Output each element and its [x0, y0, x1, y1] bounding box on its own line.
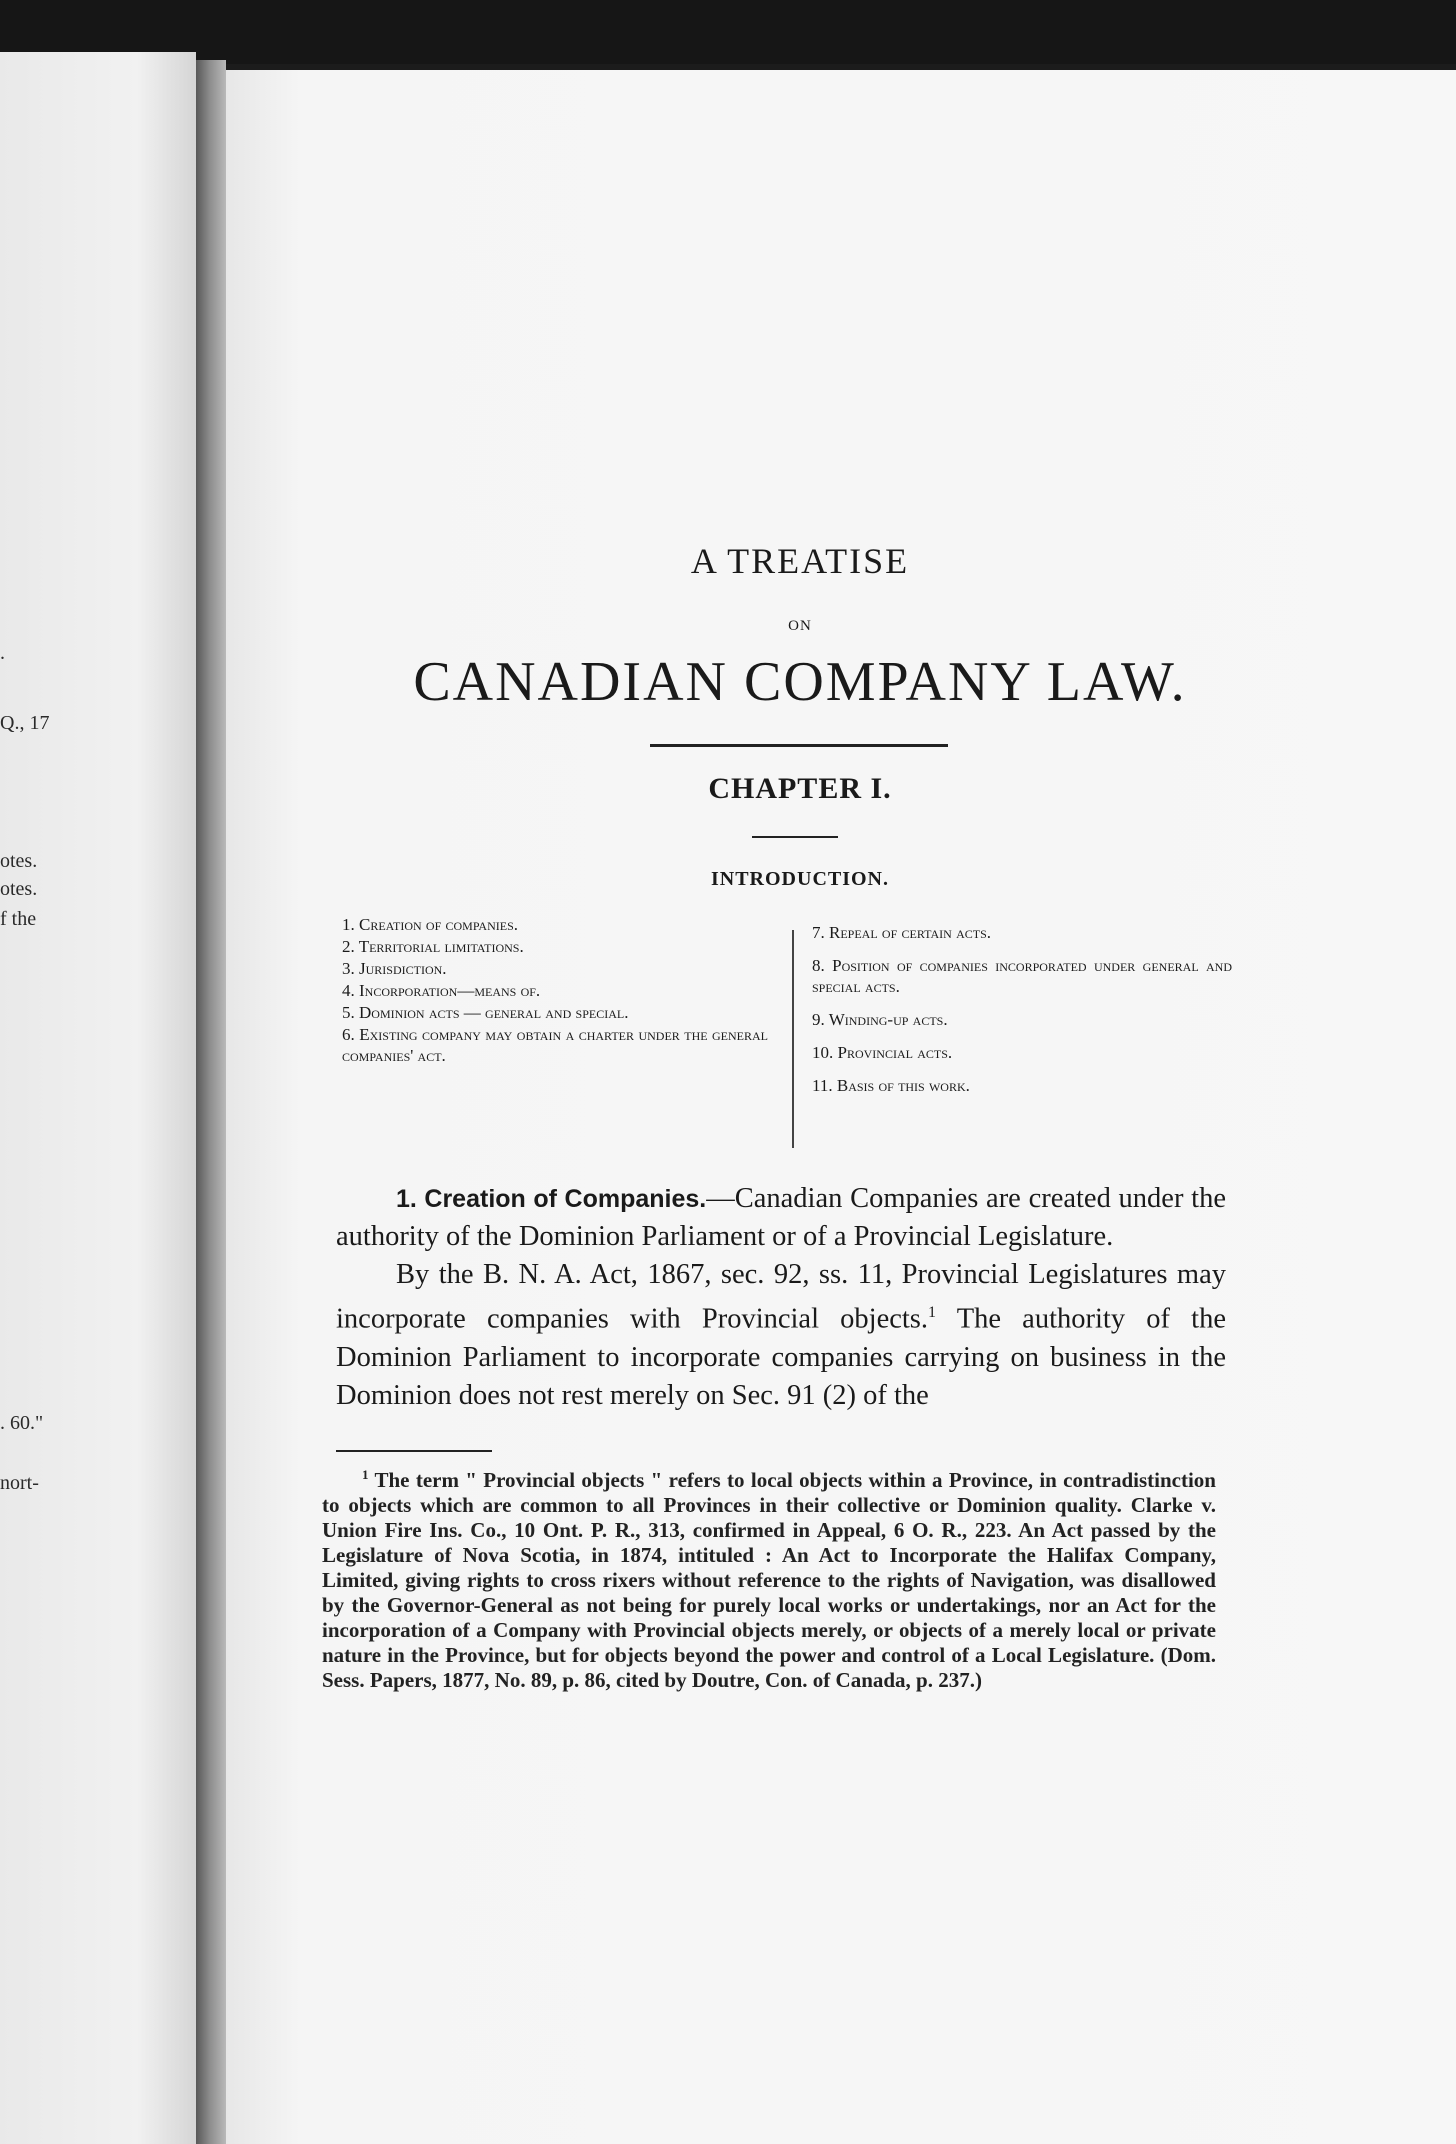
toc-item-label: Existing company may obtain a charter under the general companies' act.	[342, 1025, 769, 1065]
footnote-marker: 1	[362, 1467, 369, 1482]
paragraph-2	[336, 1256, 1226, 1415]
toc-item	[812, 1075, 1232, 1096]
toc-item-label: Provincial acts.	[837, 1043, 953, 1062]
toc-item-number: 4.	[342, 981, 355, 1000]
chapter-rule	[752, 836, 838, 838]
title-connector: ON	[788, 618, 812, 634]
left-page	[0, 52, 196, 2144]
section-heading: 1. Creation of Companies.	[396, 1185, 707, 1213]
book-gutter	[196, 60, 226, 2144]
toc-item-label: Basis of this work.	[836, 1076, 970, 1095]
toc-item	[342, 914, 768, 935]
left-page-fragment: Q., 17	[0, 712, 50, 734]
toc-item	[342, 980, 768, 1001]
body-text	[336, 1180, 1226, 1415]
toc-item-number: 6.	[342, 1025, 355, 1044]
left-page-fragment: otes.	[0, 850, 38, 872]
toc-item-number: 3.	[342, 959, 355, 978]
toc-item-number: 9.	[812, 1010, 825, 1029]
toc-item-label: Creation of companies.	[359, 915, 519, 934]
toc-left-column	[342, 914, 768, 1067]
left-page-fragment: otes.	[0, 878, 38, 900]
toc-item	[812, 922, 1232, 943]
toc-item	[342, 1024, 768, 1066]
left-page-fragment: nort-	[0, 1472, 39, 1494]
left-page-fragment: f the	[0, 908, 37, 930]
title-rule	[650, 744, 948, 747]
toc-item	[812, 1042, 1232, 1063]
left-page-fragment: . 60."	[0, 1412, 44, 1434]
toc-item-number: 10.	[812, 1043, 834, 1062]
toc-item-label: Position of companies incorporated under general and special acts.	[812, 956, 1233, 996]
toc-right-column	[812, 922, 1232, 1108]
toc-item-number: 7.	[812, 923, 825, 942]
footnote-text: The term " Provincial objects " refers to local objects within a Province, in contradistinction to objects which are common to all Provinces in their collective or Dominion quality. Clarke v. Union Fire Ins. Co., 10 Ont. P. R., 313, confirmed in Appeal, 6 O. R., 223. An Act passed by the Legislature of Nova Scotia, in 1874, intituled : An Act to Incorporate the Halifax Company, Limited, giving rights to cross rixers without reference to the rights of Navigation, was disallowed by the Governor-General as not being for purely local works or undertakings, nor an Act for the incorporation of a Company with Provincial objects merely, or objects of a merely local or private nature in the Province, but for objects beyond the power and control of a Local Legislature. (Dom. Sess. Papers, 1877, No. 89, p. 86, cited by Doutre, Con. of Canada, p. 237.)	[322, 1468, 1216, 1692]
toc-item	[342, 958, 768, 979]
toc-item-number: 11.	[812, 1076, 833, 1095]
toc-item-label: Territorial limitations.	[358, 937, 524, 956]
footnote	[322, 1462, 1216, 1693]
left-page-fragment: .	[0, 642, 5, 664]
toc-item-label: Jurisdiction.	[359, 959, 447, 978]
footnote-reference: 1	[928, 1304, 937, 1321]
toc-item	[812, 955, 1232, 997]
toc-item-label: Incorporation—means of.	[359, 981, 541, 1000]
page-title: CANADIAN COMPANY LAW.	[413, 651, 1187, 713]
toc-divider	[792, 930, 794, 1148]
toc-item-number: 5.	[342, 1003, 355, 1022]
toc-item-number: 2.	[342, 937, 355, 956]
toc-item	[342, 1002, 768, 1023]
toc-item-number: 1.	[342, 915, 355, 934]
toc-item	[812, 1009, 1232, 1030]
paragraph-2-text-b: The authority of the Dominion Parliament to incorporate companies carrying on business in the Dominion does not rest merely on Sec. 91 (2) of the	[336, 1303, 1226, 1411]
toc-item-label: Repeal of certain acts.	[829, 923, 991, 942]
paragraph-1-text: —Canadian Companies are created under the authority of the Dominion Parliament or of a Provincial Legislature.	[336, 1183, 1226, 1252]
paragraph-2-text-a: By the B. N. A. Act, 1867, sec. 92, ss. 11, Provincial Legislatures may incorporate companies with Provincial objects.	[336, 1259, 1226, 1335]
footnote-rule	[336, 1450, 492, 1452]
chapter-heading: CHAPTER I.	[708, 772, 892, 805]
toc-item-label: Dominion acts — general and special.	[359, 1003, 629, 1022]
paragraph-1	[336, 1180, 1226, 1256]
title-line-1: A TREATISE	[690, 541, 910, 581]
toc-item-number: 8.	[812, 956, 825, 975]
chapter-subheading: INTRODUCTION.	[710, 868, 890, 890]
toc-item-label: Winding-up acts.	[828, 1010, 948, 1029]
toc-item	[342, 936, 768, 957]
scan-top-edge	[0, 0, 1456, 64]
